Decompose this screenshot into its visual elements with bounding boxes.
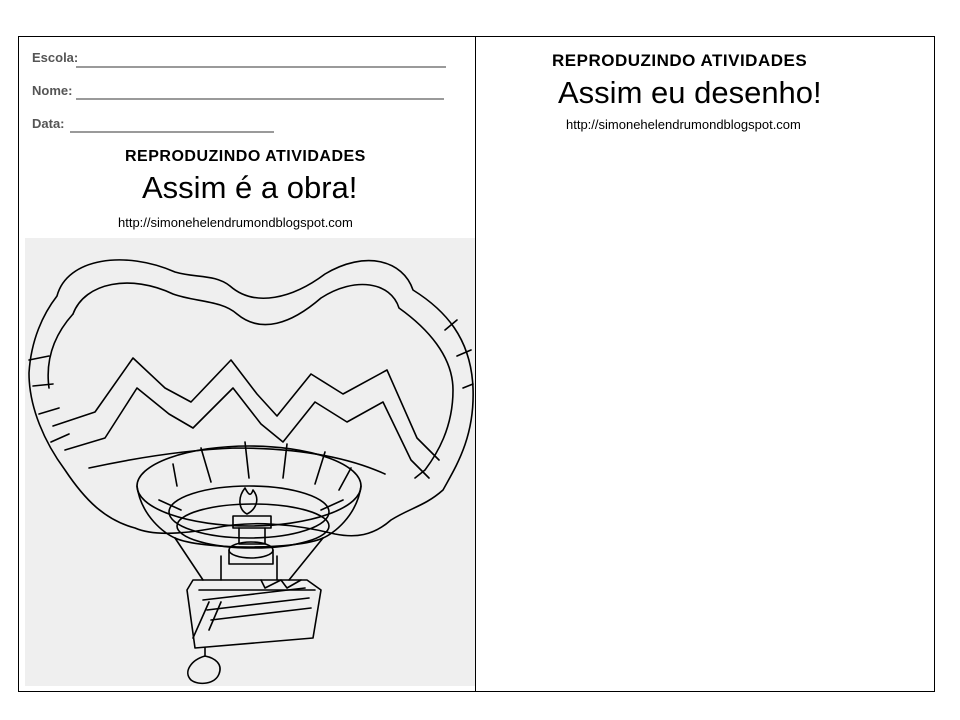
right-heading: REPRODUZINDO ATIVIDADES <box>552 51 808 70</box>
name-label: Nome: <box>32 83 73 98</box>
hot-air-balloon-illustration <box>25 238 475 686</box>
right-title: Assim eu desenho! <box>558 75 822 110</box>
right-url: http://simonehelendrumondblogspot.com <box>566 117 801 132</box>
drawing-area[interactable] <box>478 140 933 688</box>
date-line <box>70 131 274 133</box>
name-line <box>76 98 444 100</box>
school-label: Escola: <box>32 50 79 65</box>
left-url: http://simonehelendrumondblogspot.com <box>118 215 353 230</box>
school-line <box>76 66 446 68</box>
left-title: Assim é a obra! <box>142 170 358 205</box>
panel-divider <box>475 36 476 692</box>
left-heading: REPRODUZINDO ATIVIDADES <box>125 148 366 165</box>
date-label: Data: <box>32 116 65 131</box>
